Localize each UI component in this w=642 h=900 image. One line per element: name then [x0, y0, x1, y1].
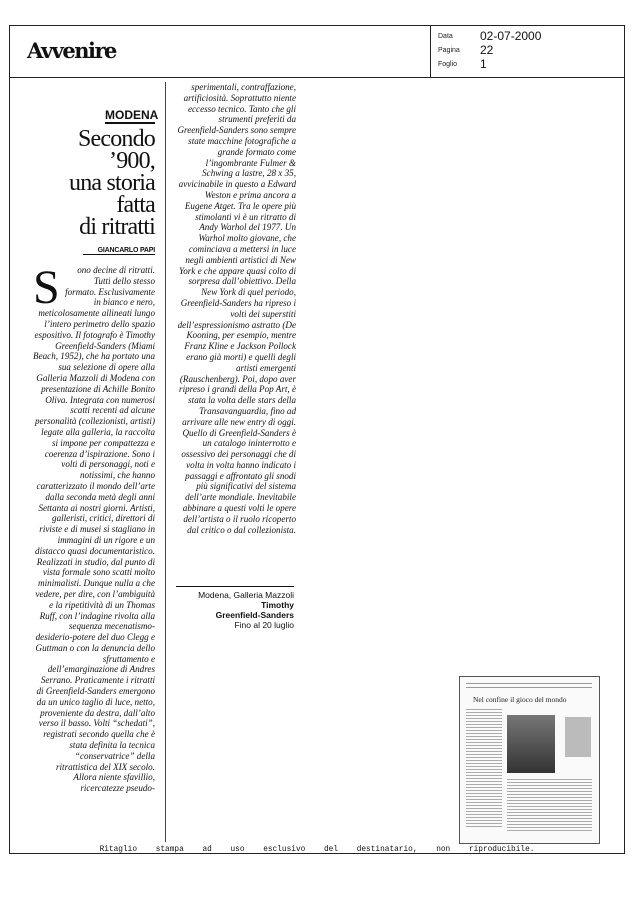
thumbnail-text-block	[466, 709, 502, 829]
thumbnail-rule	[466, 683, 592, 684]
thumbnail-photo	[507, 715, 555, 773]
drop-cap: S	[33, 265, 60, 314]
article-column-1	[33, 265, 155, 845]
exhibition-artist-first: Timothy	[261, 600, 294, 610]
column-1-text: ono decine di ritratti. Tutti dello stesso formato. Esclusivamente in bianco e nero, meticolosamente allineati lungo l’intero perimetro dello spazio espositivo. Il fotografo è Timothy Greenfield-Sanders (Miami Beach, 1952), che ha portato una sua selezione di opere alla Galleria Mazzoli di Modena con presentazione di Achille Bonito Oliva. Integrata con numerosi scatti recenti ad alcune personalità (collezionisti, artisti) legate alla galleria, la raccolta si impone per compattezza e coerenza d’ispirazione. Sono i volti di personaggi, noti e notissimi, che hanno caratterizzato il mondo dell’arte dalla seconda metà degli anni Settanta ai nostri giorni. Artisti, galleristi, critici, direttori di riviste e di musei si stagliano in immagini di un rigore e un distacco quasi documentaristico. Realizzati in studio, dal punto di vista formale sono scatti molto minimalisti. Dunque nulla a che vedere, per dire, con l’ambiguità e la ripetitività di un Thomas Ruff, con l’indagine rivolta alla sequenza mecenatismo-desiderio-potere del duo Clegg e Guttman o con la denuncia dello sfruttamento e dell’emarginazione di Andres Serrano. Praticamente i ritratti di Greenfield-Sanders emergono da un unico taglio di luce, netto, proveniente da destra, dall’alto verso il basso. Volti “schedati”, registrati secondo quella che è stata definita la tecnica “conservatrice” della ritrattistica del XIX secolo. Allora niente sfavillio, ricercatezze pseudo-	[33, 265, 155, 794]
meta-label-sheet: Foglio	[438, 61, 458, 68]
column-divider	[165, 82, 166, 842]
meta-value-sheet: 1	[480, 57, 487, 71]
meta-value-page: 22	[480, 43, 494, 57]
meta-value-date: 02-07-2000	[480, 29, 542, 43]
thumbnail-text-block	[507, 779, 592, 833]
meta-label-page: Pagina	[438, 47, 460, 54]
column-2-text: sperimentali, contraffazione, artificiosità. Soprattutto niente eccesso tecnico. Tanto che gli strumenti preferiti da Greenfield-Sanders sono sempre state macchine fotografiche a grande formato come l’ingombrante Fulmer & Schwing a lastre, 28 x 35, avvicinabile in questo a Edward Weston e prima ancora a Eugene Atget. Tra le opere più stimolanti vi è un ritratto di Andy Warhol del 1977. Un Warhol molto giovane, che cominciava a mettersi in luce negli ambienti artistici di New York e che appare quasi colto di sorpresa dall’obiettivo. Della New York di quel periodo, Greenfield-Sanders ha ripreso i volti dei superstiti dell’espressionismo astratto (De Kooning, per esempio, mentre Franz Kline e Jackson Pollock erano già morti) e quelli degli artisti emergenti (Rauschenberg). Poi, dopo aver ripreso i grandi della Pop Art, è stata la volta delle stars della Transavanguardia, fino ad arrivare alle new entry di oggi. Quello di Greenfield-Sanders è un catalogo ininterrotto e ossessivo dei personaggi che di volta in volta hanno indicato i passaggi e affrontato gli snodi più significativi del sistema dell’arte mondiale. Inevitabile abbinare a questi volti le opere dell’artista o il ruolo ricoperto dal critico o dal collezionista.	[177, 82, 296, 535]
thumbnail-headline: Nel confine il gioco del mondo	[473, 695, 567, 704]
header-vertical-divider	[430, 25, 431, 77]
headline-line: Secondo ’900,	[77, 126, 155, 174]
exhibition-dates: Fino al 20 luglio	[234, 620, 294, 630]
info-box-rule	[176, 586, 294, 587]
article-headline	[40, 128, 155, 238]
thumbnail-rule	[466, 687, 592, 688]
article-kicker: MODENA	[105, 108, 159, 122]
exhibition-place: Modena, Galleria Mazzoli	[198, 590, 294, 600]
headline-line: una storia	[69, 170, 155, 196]
article-byline: GIANCARLO PAPI	[83, 247, 155, 255]
publication-logo: Avvenire	[27, 38, 116, 63]
exhibition-artist-last: Greenfield-Sanders	[215, 610, 294, 620]
meta-label-date: Data	[438, 33, 453, 40]
page-thumbnail	[459, 676, 600, 844]
footer-notice: Ritaglio stampa ad uso esclusivo del destinatario, non riproducibile.	[99, 846, 535, 854]
header-divider	[9, 77, 625, 78]
headline-line: di ritratti	[79, 214, 155, 240]
headline-line: fatta	[116, 192, 155, 218]
article-column-2	[176, 82, 296, 582]
thumbnail-photo	[565, 717, 591, 757]
